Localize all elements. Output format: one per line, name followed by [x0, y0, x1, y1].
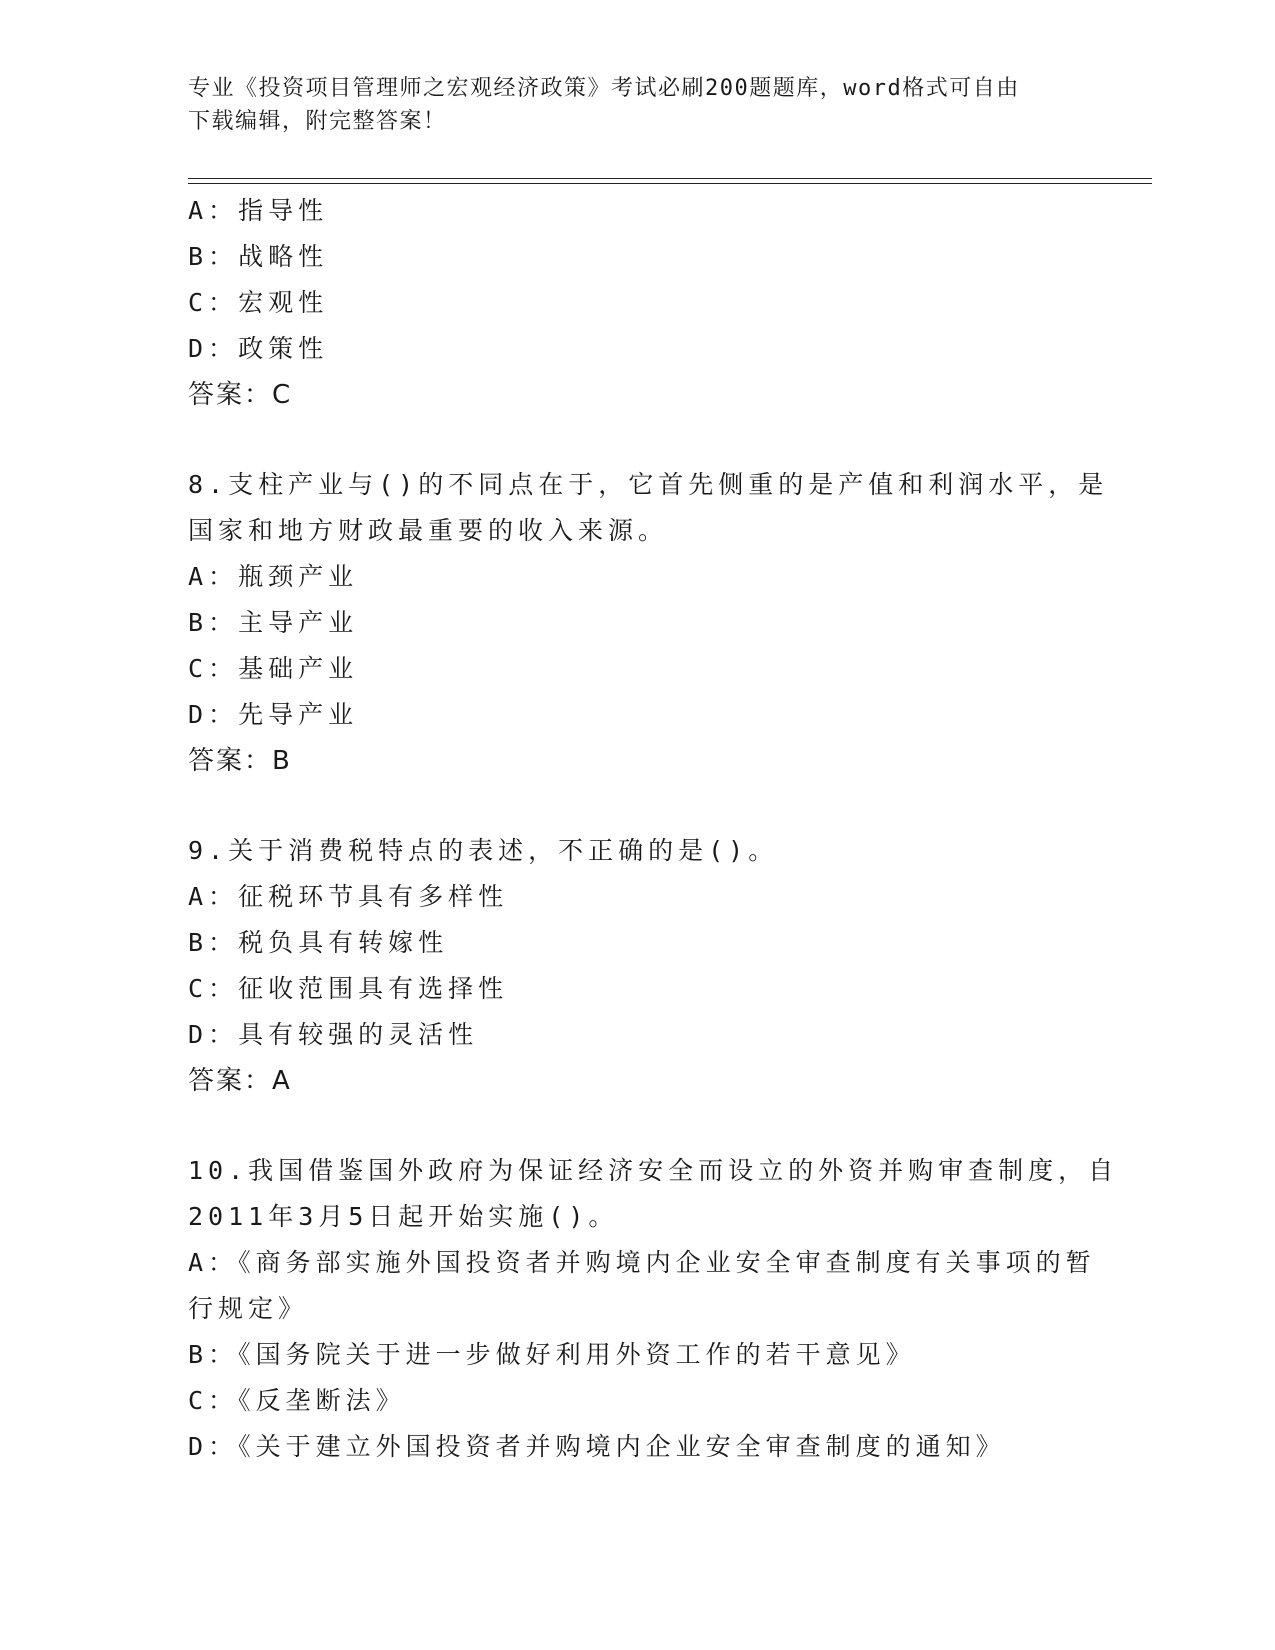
- question-10: [188, 1148, 1119, 1470]
- option-text: 先导产业: [238, 700, 359, 729]
- question-9-answer: 答案：A: [188, 1066, 292, 1096]
- option-text: 《反垄断法》: [238, 1386, 406, 1415]
- option-text: 《关于建立外国投资者并购境内企业安全审查制度的通知》: [238, 1432, 1006, 1461]
- option-d: [188, 692, 1088, 738]
- header-title-line-1: 专业《投资项目管理师之宏观经济政策》考试必刷200题题库，word格式可自由: [188, 76, 1020, 101]
- option-b: [188, 600, 1088, 646]
- option-label: A：: [188, 196, 239, 225]
- question-8-stem-line-2: 国家和地方财政最重要的收入来源。: [188, 516, 669, 545]
- option-label: C：: [188, 974, 239, 1003]
- option-a: [188, 554, 1088, 600]
- question-7-options: [188, 188, 1088, 372]
- option-label: B：: [188, 928, 239, 957]
- spacer: [188, 418, 1088, 462]
- option-c: [188, 646, 1088, 692]
- option-text: 战略性: [238, 242, 329, 271]
- question-10-stem-line-2: 2011年3月5日起开始实施()。: [188, 1202, 619, 1231]
- question-10-stem-line-1: 10.我国借鉴国外政府为保证经济安全而设立的外资并购审查制度，自: [188, 1156, 1119, 1185]
- option-b: [188, 920, 1088, 966]
- option-label: B：: [188, 242, 239, 271]
- header-rule-bottom: [188, 183, 1152, 184]
- document-body: [188, 188, 1119, 1470]
- option-label: B：: [188, 608, 239, 637]
- option-a: [188, 1240, 1096, 1286]
- option-b: [188, 1332, 1088, 1378]
- option-text: 瓶颈产业: [238, 562, 359, 591]
- spacer: [188, 784, 1088, 828]
- question-7-answer: 答案：C: [188, 380, 293, 410]
- question-8-answer: 答案：B: [188, 746, 292, 776]
- header-title-line-2: 下载编辑，附完整答案！: [188, 109, 447, 134]
- header-rule-top: [188, 178, 1152, 179]
- option-text: 征税环节具有多样性: [238, 882, 509, 911]
- option-label: C：: [188, 654, 239, 683]
- document-header: [188, 72, 1088, 138]
- option-text: 指导性: [238, 196, 329, 225]
- option-text: 基础产业: [238, 654, 359, 683]
- question-9-stem-line-1: 9.关于消费税特点的表述，不正确的是()。: [188, 836, 779, 865]
- option-label: A：: [188, 562, 239, 591]
- option-text: 具有较强的灵活性: [238, 1020, 479, 1049]
- option-text: 征收范围具有选择性: [238, 974, 509, 1003]
- option-a-continued: 行规定》: [188, 1294, 309, 1323]
- option-label: D：: [188, 700, 239, 729]
- option-text: 政策性: [238, 334, 329, 363]
- option-c: [188, 280, 1088, 326]
- question-8: [188, 462, 1109, 784]
- option-text: 宏观性: [238, 288, 329, 317]
- spacer: [188, 1104, 1088, 1148]
- option-text: 《商务部实施外国投资者并购境内企业安全审查制度有关事项的暂: [238, 1248, 1096, 1277]
- option-c: [188, 1378, 1088, 1424]
- option-a: [188, 874, 1088, 920]
- option-label: A：: [188, 882, 239, 911]
- option-a: [188, 188, 1088, 234]
- option-label: B：: [188, 1340, 239, 1369]
- question-8-stem-line-1: 8.支柱产业与()的不同点在于，它首先侧重的是产值和利润水平，是: [188, 470, 1109, 499]
- option-label: D：: [188, 334, 239, 363]
- option-b: [188, 234, 1088, 280]
- option-label: D：: [188, 1432, 239, 1461]
- question-9: [188, 828, 1088, 1104]
- option-d: [188, 326, 1088, 372]
- option-label: C：: [188, 1386, 239, 1415]
- option-label: C：: [188, 288, 239, 317]
- option-text: 《国务院关于进一步做好利用外资工作的若干意见》: [238, 1340, 916, 1369]
- option-d: [188, 1424, 1088, 1470]
- option-text: 主导产业: [238, 608, 359, 637]
- option-label: D：: [188, 1020, 239, 1049]
- option-d: [188, 1012, 1088, 1058]
- option-text: 税负具有转嫁性: [238, 928, 449, 957]
- option-c: [188, 966, 1088, 1012]
- option-label: A：: [188, 1248, 239, 1277]
